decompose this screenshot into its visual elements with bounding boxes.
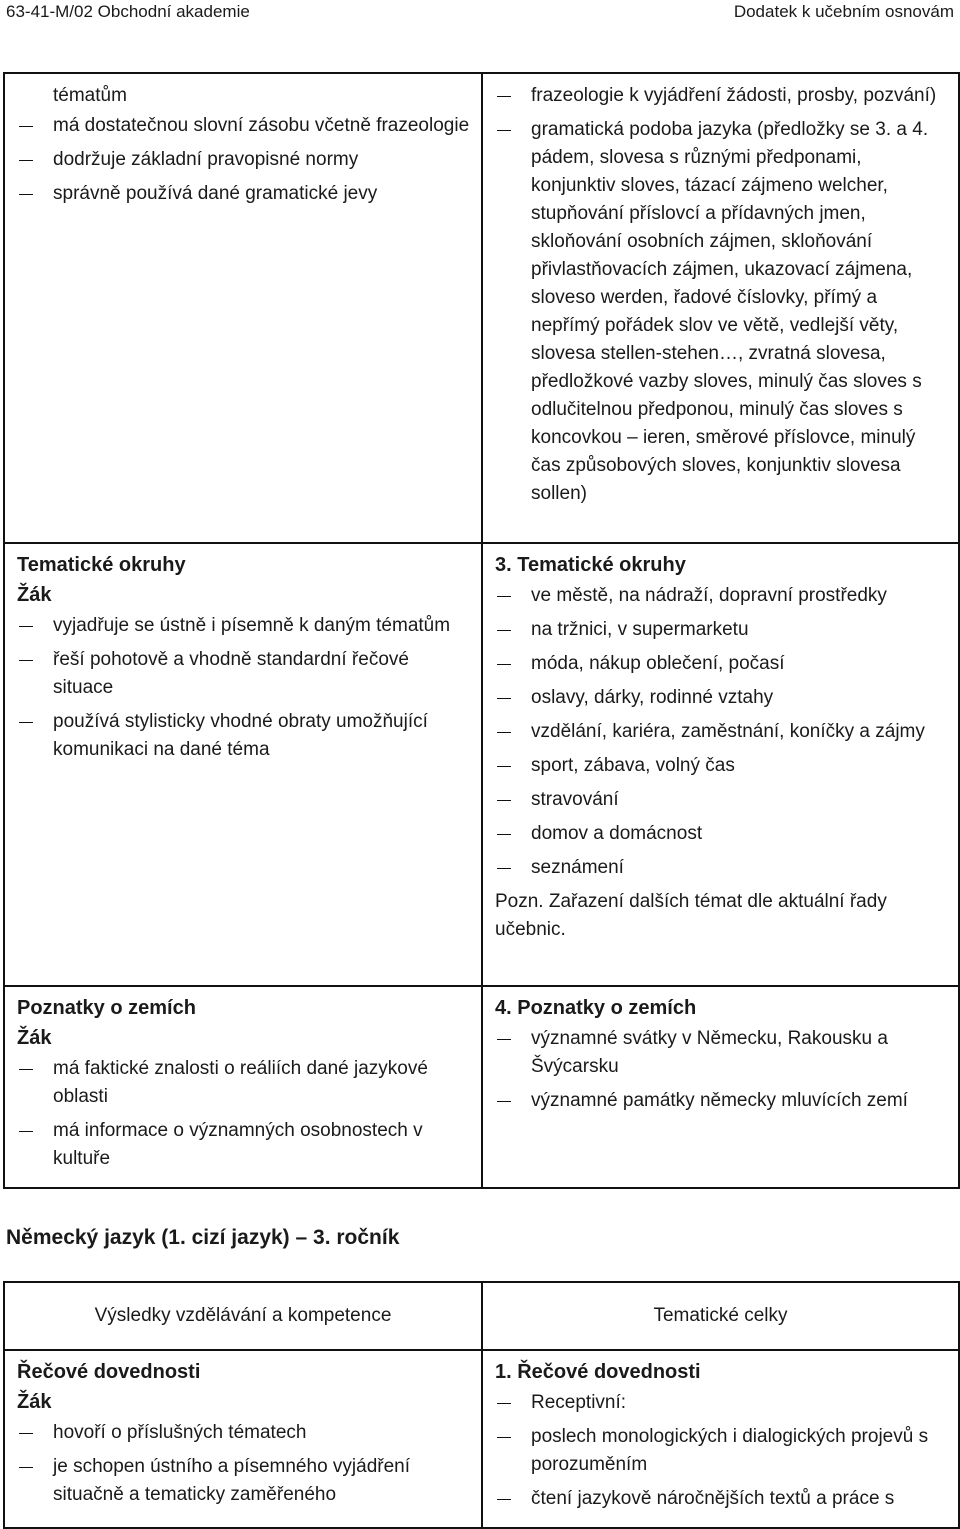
dash-icon [17, 1117, 53, 1145]
list-item: oslavy, dárky, rodinné vztahy [495, 684, 948, 712]
dash-icon [495, 582, 531, 610]
section-heading: Poznatky o zemích [17, 997, 196, 1019]
lead-text: tématům [53, 85, 127, 106]
dash-icon [495, 752, 531, 780]
dash-icon [495, 786, 531, 814]
section-heading: Tematické okruhy [17, 554, 186, 576]
dash-icon [17, 646, 53, 674]
list-item: je schopen ústního a písemného vyjádření situačně a tematicky zaměřeného [17, 1453, 471, 1509]
pupil-label: Žák [17, 1391, 52, 1413]
list-item: vyjadřuje se ústně i písemně k daným tématům [17, 612, 471, 640]
list-item: seznámení [495, 854, 948, 882]
page-header [0, 0, 960, 26]
dash-icon [495, 820, 531, 848]
curriculum-table-continued [3, 72, 960, 1189]
column-header-outcomes: Výsledky vzdělávání a kompetence [4, 1282, 482, 1350]
list-item: čtení jazykově náročnějších textů a práce s [495, 1485, 948, 1513]
table-row [4, 73, 959, 543]
topics-cell [482, 73, 959, 543]
dash-icon [17, 708, 53, 736]
table-row [4, 986, 959, 1188]
list-item: gramatická podoba jazyka (předložky se 3. a 4. pádem, slovesa s různými předponami, konjunktiv sloves, tázací zájmeno welcher, stupňování příslovcí a přídavných jmen, skloňování osobních zájmen, skloňování přivlastňovacích zájmen, ukazovací zájmena, sloveso werden, řadové číslovky, přímý a nepřímý pořádek slov ve větě, vedlejší věty, slovesa stellen-stehen…, zvratná slovesa, předložkové vazby sloves, minulý čas sloves s odlučitelnou předponou, minulý čas sloves s koncovkou – ieren, směrové příslovce, minulý čas způsobových sloves, konjunktiv slovesa sollen) [495, 116, 948, 508]
pupil-label: Žák [17, 584, 52, 606]
dash-icon [495, 718, 531, 746]
dash-icon [495, 650, 531, 678]
dash-icon [495, 616, 531, 644]
list-item: má dostatečnou slovní zásobu včetně frazeologie [17, 112, 471, 140]
list-item: významné památky německy mluvících zemí [495, 1087, 948, 1115]
list-item: na tržnici, v supermarketu [495, 616, 948, 644]
topics-cell [482, 986, 959, 1188]
table-row [4, 543, 959, 986]
topics-cell [482, 1350, 959, 1528]
dash-icon [495, 1025, 531, 1053]
section-heading: 4. Poznatky o zemích [495, 997, 697, 1019]
dash-icon [495, 1389, 531, 1417]
outcomes-cell [4, 1350, 482, 1528]
dash-icon [495, 684, 531, 712]
outcomes-cell [4, 543, 482, 986]
list-item: používá stylisticky vhodné obraty umožňující komunikaci na dané téma [17, 708, 471, 764]
section-heading: 3. Tematické okruhy [495, 554, 686, 576]
outcomes-cell [4, 986, 482, 1188]
dash-icon [17, 112, 53, 140]
pupil-label: Žák [17, 1027, 52, 1049]
list-item: ve městě, na nádraží, dopravní prostředky [495, 582, 948, 610]
list-item: móda, nákup oblečení, počasí [495, 650, 948, 678]
header-right: Dodatek k učebním osnovám [733, 2, 954, 21]
list-item: sport, zábava, volný čas [495, 752, 948, 780]
dash-icon [17, 146, 53, 174]
column-header-topics: Tematické celky [482, 1282, 959, 1350]
list-item: Receptivní: [495, 1389, 948, 1417]
dash-icon [17, 612, 53, 640]
dash-icon [17, 1453, 53, 1481]
list-item: domov a domácnost [495, 820, 948, 848]
list-item: správně používá dané gramatické jevy [17, 180, 471, 208]
dash-icon [495, 1087, 531, 1115]
list-item: vzdělání, kariéra, zaměstnání, koníčky a zájmy [495, 718, 948, 746]
table-row [4, 1350, 959, 1528]
section-heading: 1. Řečové dovednosti [495, 1361, 701, 1383]
list-item: významné svátky v Německu, Rakousku a Švýcarsku [495, 1025, 948, 1081]
section-heading: Řečové dovednosti [17, 1361, 201, 1383]
curriculum-table [3, 1281, 960, 1529]
list-item: frazeologie k vyjádření žádosti, prosby, pozvání) [495, 82, 948, 110]
dash-icon [495, 1485, 531, 1513]
header-left: 63-41-M/02 Obchodní akademie [6, 2, 250, 21]
table-header-row [4, 1282, 959, 1350]
list-item: dodržuje základní pravopisné normy [17, 146, 471, 174]
dash-icon [17, 180, 53, 208]
dash-icon [17, 1055, 53, 1083]
list-item: stravování [495, 786, 948, 814]
topics-cell [482, 543, 959, 986]
dash-icon [495, 116, 531, 144]
note-text: Pozn. Zařazení dalších témat dle aktuální řady učebnic. [495, 891, 887, 940]
section-title: Německý jazyk (1. cizí jazyk) – 3. ročník [6, 1226, 400, 1249]
list-item: hovoří o příslušných tématech [17, 1419, 471, 1447]
outcomes-cell [4, 73, 482, 543]
list-item: řeší pohotově a vhodně standardní řečové situace [17, 646, 471, 702]
dash-icon [17, 1419, 53, 1447]
list-item: poslech monologických i dialogických projevů s porozuměním [495, 1423, 948, 1479]
dash-icon [495, 854, 531, 882]
list-item: má faktické znalosti o reáliích dané jazykové oblasti [17, 1055, 471, 1111]
list-item: má informace o významných osobnostech v kultuře [17, 1117, 471, 1173]
dash-icon [495, 1423, 531, 1451]
dash-icon [495, 82, 531, 110]
